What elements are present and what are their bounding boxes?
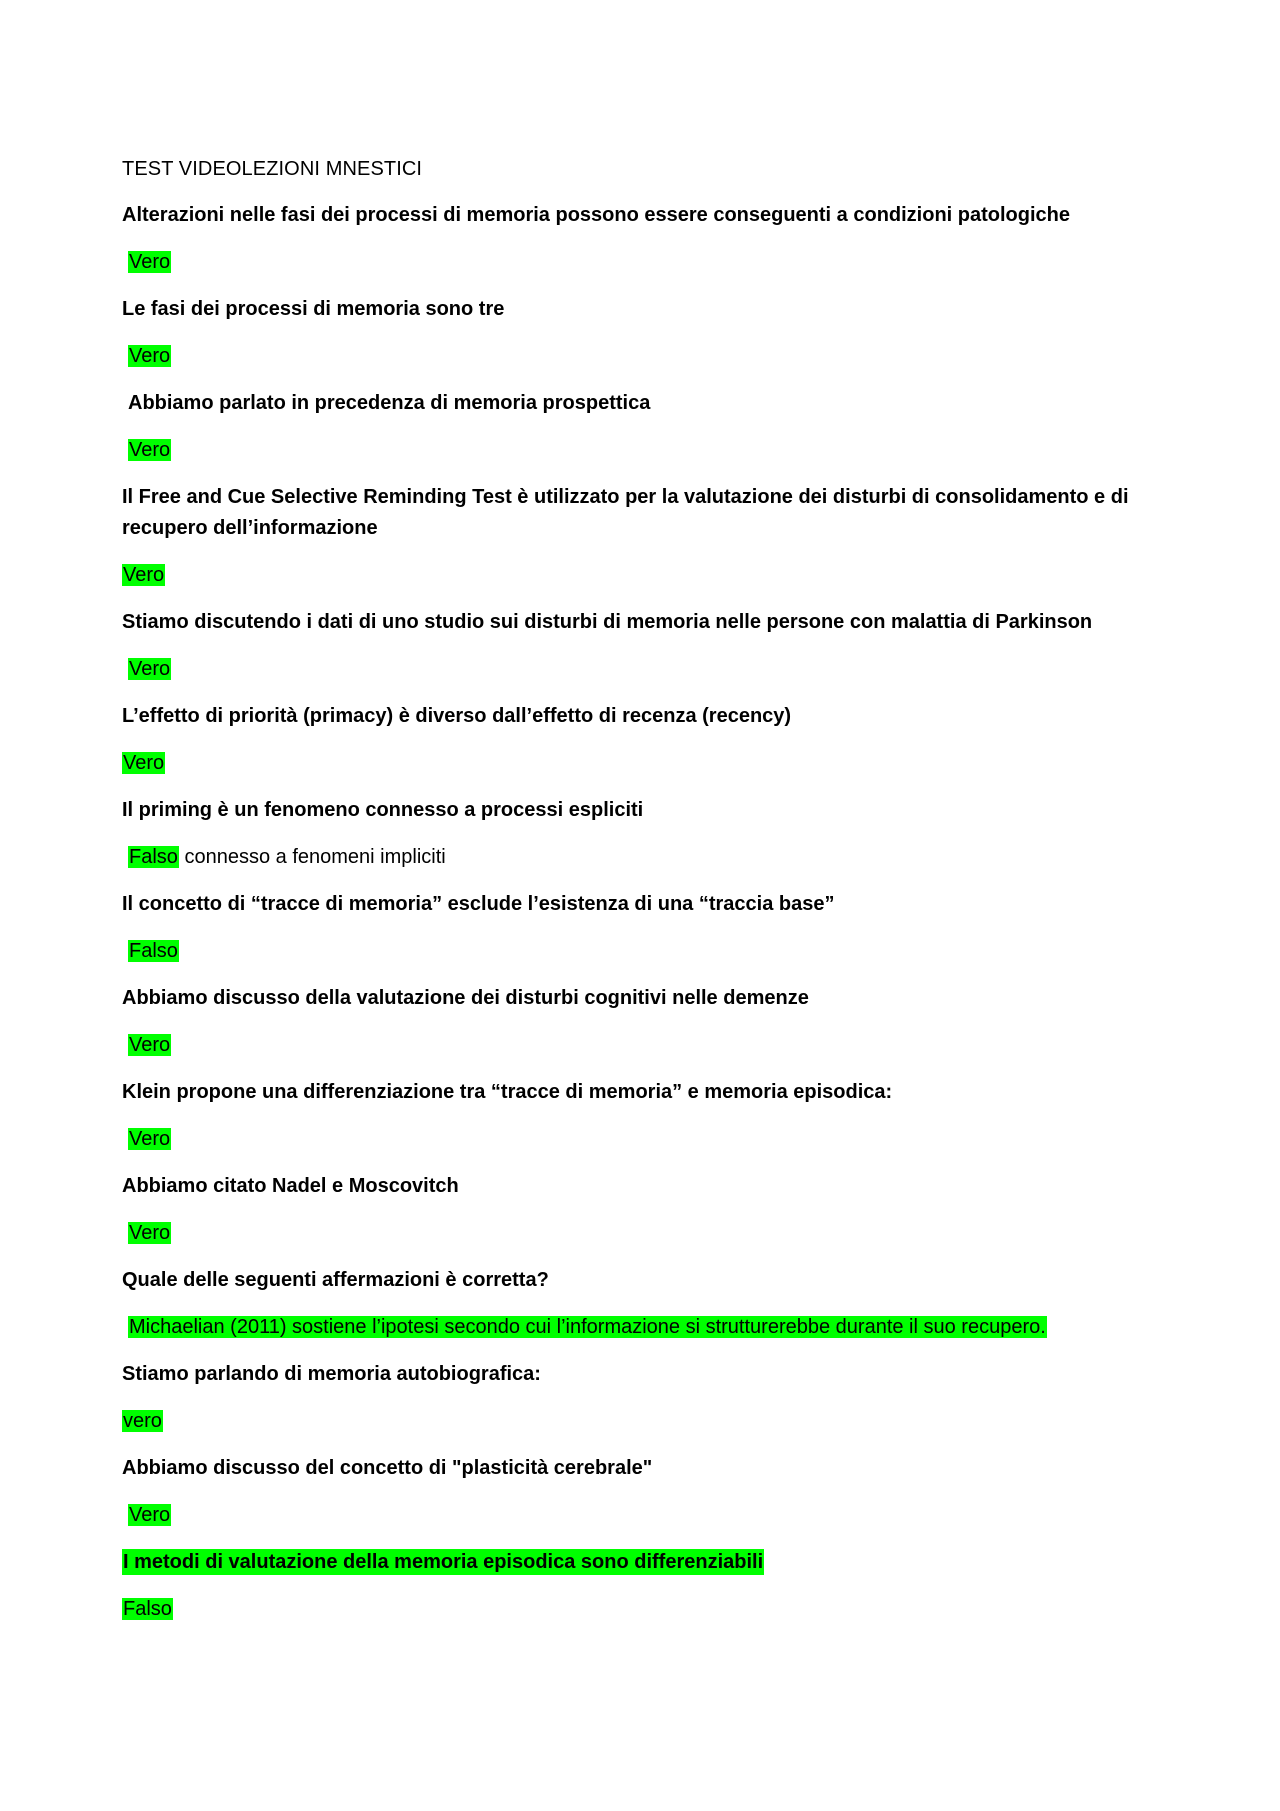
question-text: L’effetto di priorità (primacy) è diverso dall’effetto di recenza (recency): [122, 705, 792, 727]
qa-item: [122, 983, 1170, 1058]
qa-item: [122, 701, 1170, 776]
question-text: Abbiamo discusso del concetto di "plasticità cerebrale": [122, 1457, 653, 1479]
answer: [122, 1032, 1170, 1058]
answer: [122, 249, 1170, 275]
answer: [122, 1408, 1170, 1434]
qa-item: [122, 388, 1170, 463]
qa-item: [122, 1077, 1170, 1152]
question-text: [122, 1547, 1170, 1578]
answer: [122, 1220, 1170, 1246]
question-text: Le fasi dei processi di memoria sono tre: [122, 298, 505, 320]
question-text: Il priming è un fenomeno connesso a processi espliciti: [122, 799, 644, 821]
answer-highlight: Falso: [129, 846, 178, 868]
qa-item: [122, 795, 1170, 870]
answer-highlight: Vero: [129, 439, 171, 461]
answer-highlight: Vero: [123, 564, 165, 586]
answer: [122, 844, 1170, 870]
answer-highlight: Vero: [129, 1222, 171, 1244]
answer-highlight: Falso: [129, 940, 178, 962]
qa-item: [122, 1265, 1170, 1340]
question-text: Quale delle seguenti affermazioni è corretta?: [122, 1269, 549, 1291]
answer-note: connesso a fenomeni impliciti: [178, 846, 446, 868]
answer: [122, 750, 1170, 776]
qa-item: [122, 889, 1170, 964]
answer: [122, 1126, 1170, 1152]
qa-item: [122, 1453, 1170, 1528]
answer: [122, 656, 1170, 682]
answer: [122, 1596, 1170, 1622]
answer: [122, 1314, 1170, 1340]
qa-item: [122, 294, 1170, 369]
answer-highlight: vero: [123, 1410, 162, 1432]
document-title: TEST VIDEOLEZIONI MNESTICI: [122, 158, 423, 180]
answer: [122, 437, 1170, 463]
answer-highlight: Falso: [123, 1598, 172, 1620]
answer-highlight: Michaelian (2011) sostiene l’ipotesi secondo cui l’informazione si strutturerebbe durante il suo recupero.: [129, 1316, 1046, 1338]
answer: [122, 562, 1170, 588]
question-text: Abbiamo discusso della valutazione dei disturbi cognitivi nelle demenze: [122, 987, 809, 1009]
qa-item: [122, 607, 1170, 682]
answer-highlight: Vero: [129, 1504, 171, 1526]
question-text: Abbiamo parlato in precedenza di memoria prospettica: [128, 392, 651, 414]
question-text: Abbiamo citato Nadel e Moscovitch: [122, 1175, 459, 1197]
answer: [122, 343, 1170, 369]
question-highlight: I metodi di valutazione della memoria episodica sono differenziabili: [123, 1551, 764, 1573]
qa-item: [122, 482, 1170, 588]
question-text: Il Free and Cue Selective Reminding Test è utilizzato per la valutazione dei disturbi di consolidamento e di recupero dell’informazione: [122, 486, 1129, 539]
question-text: Stiamo discutendo i dati di uno studio sui disturbi di memoria nelle persone con malattia di Parkinson: [122, 611, 1093, 633]
answer-highlight: Vero: [129, 251, 171, 273]
qa-item: [122, 1171, 1170, 1246]
answer-highlight: Vero: [129, 345, 171, 367]
qa-item: [122, 200, 1170, 275]
answer-highlight: Vero: [129, 1034, 171, 1056]
qa-item: [122, 1547, 1170, 1622]
answer-highlight: Vero: [123, 752, 165, 774]
answer-highlight: Vero: [129, 1128, 171, 1150]
answer: [122, 938, 1170, 964]
qa-item: [122, 1359, 1170, 1434]
question-text: Stiamo parlando di memoria autobiografica:: [122, 1363, 541, 1385]
question-text: Il concetto di “tracce di memoria” esclude l’esistenza di una “traccia base”: [122, 893, 835, 915]
question-text: Klein propone una differenziazione tra “tracce di memoria” e memoria episodica:: [122, 1081, 893, 1103]
answer: [122, 1502, 1170, 1528]
answer-highlight: Vero: [129, 658, 171, 680]
question-text: Alterazioni nelle fasi dei processi di memoria possono essere conseguenti a condizioni patologiche: [122, 204, 1071, 226]
